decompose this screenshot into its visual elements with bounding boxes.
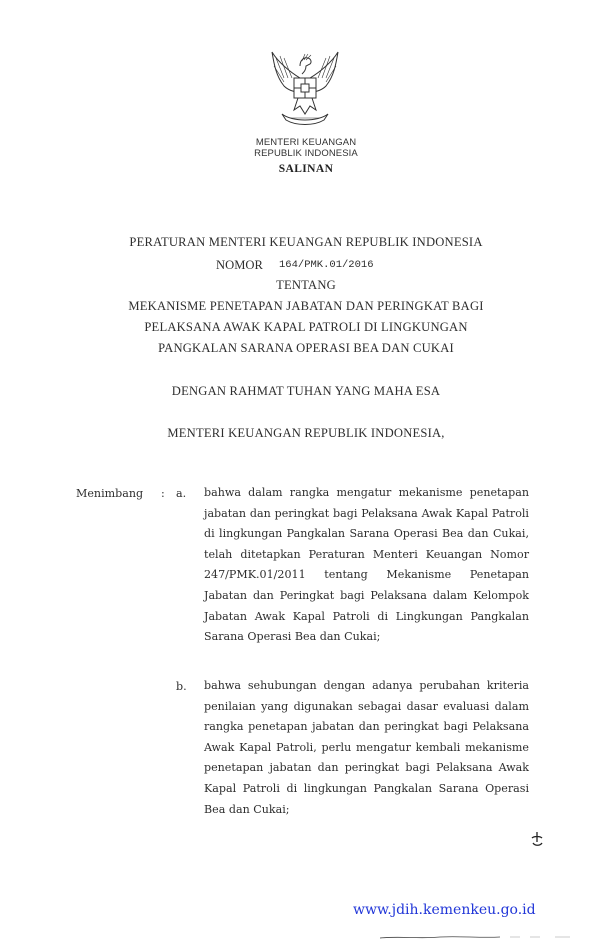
subject-line-1: MEKANISME PENETAPAN JABATAN DAN PERINGKAT BAGI bbox=[128, 299, 484, 313]
garuda-emblem-icon bbox=[264, 48, 346, 132]
copy-label: SALINAN bbox=[278, 163, 334, 175]
item-marker-b: b. bbox=[176, 680, 187, 693]
consideration-b-text: bahwa sehubungan dengan adanya perubahan kriteria penilaian yang digunakan sebagai dasar evaluasi dalam rangka penetapan jabatan dan peringkat bagi Pelaksana Awak Kapal Patroli, perlu mengatur kembali mekanisme penetapan jabatan dan peringkat bagi Pelaksana Awak Kapal Patroli di lingkungan Pangkalan Sarana Operasi Bea dan Cukai; bbox=[204, 679, 529, 816]
org-name-line1: MENTERI KEUANGAN bbox=[255, 137, 357, 148]
menimbang-colon: : bbox=[161, 487, 165, 500]
footer-url-link[interactable]: www.jdih.kemenkeu.go.id bbox=[353, 902, 536, 918]
consideration-a-text: bahwa dalam rangka mengatur mekanisme penetapan jabatan dan peringkat bagi Pelaksana Awak Kapal Patroli di lingkungan Pangkalan Sarana Operasi Bea dan Cukai, telah ditetapkan Peraturan Menteri Keuangan Nomor 247/PMK.01/2011 tentang Mekanisme Penetapan Jabatan dan Peringkat bagi Pelaksana dalam Kelompok Jabatan Awak Kapal Patroli di Lingkungan Pangkalan Sarana Operasi Bea dan Cukai; bbox=[204, 486, 529, 644]
org-name-line2: REPUBLIK INDONESIA bbox=[254, 148, 358, 159]
initial-mark-icon bbox=[528, 830, 546, 848]
regulation-title: PERATURAN MENTERI KEUANGAN REPUBLIK INDONESIA bbox=[129, 235, 483, 249]
footer-scribble-icon bbox=[380, 925, 590, 931]
subject-line-2: PELAKSANA AWAK KAPAL PATROLI DI LINGKUNGAN bbox=[144, 320, 468, 334]
nomor-label: NOMOR bbox=[216, 258, 263, 272]
nomor-value: 164/PMK.01/2016 bbox=[279, 259, 374, 271]
tentang-label: TENTANG bbox=[276, 278, 336, 292]
invocation: DENGAN RAHMAT TUHAN YANG MAHA ESA bbox=[171, 384, 441, 398]
subject-line-3: PANGKALAN SARANA OPERASI BEA DAN CUKAI bbox=[158, 341, 454, 355]
item-marker-a: a. bbox=[176, 487, 187, 500]
menimbang-label: Menimbang bbox=[76, 487, 144, 500]
authority: MENTERI KEUANGAN REPUBLIK INDONESIA, bbox=[167, 426, 445, 440]
